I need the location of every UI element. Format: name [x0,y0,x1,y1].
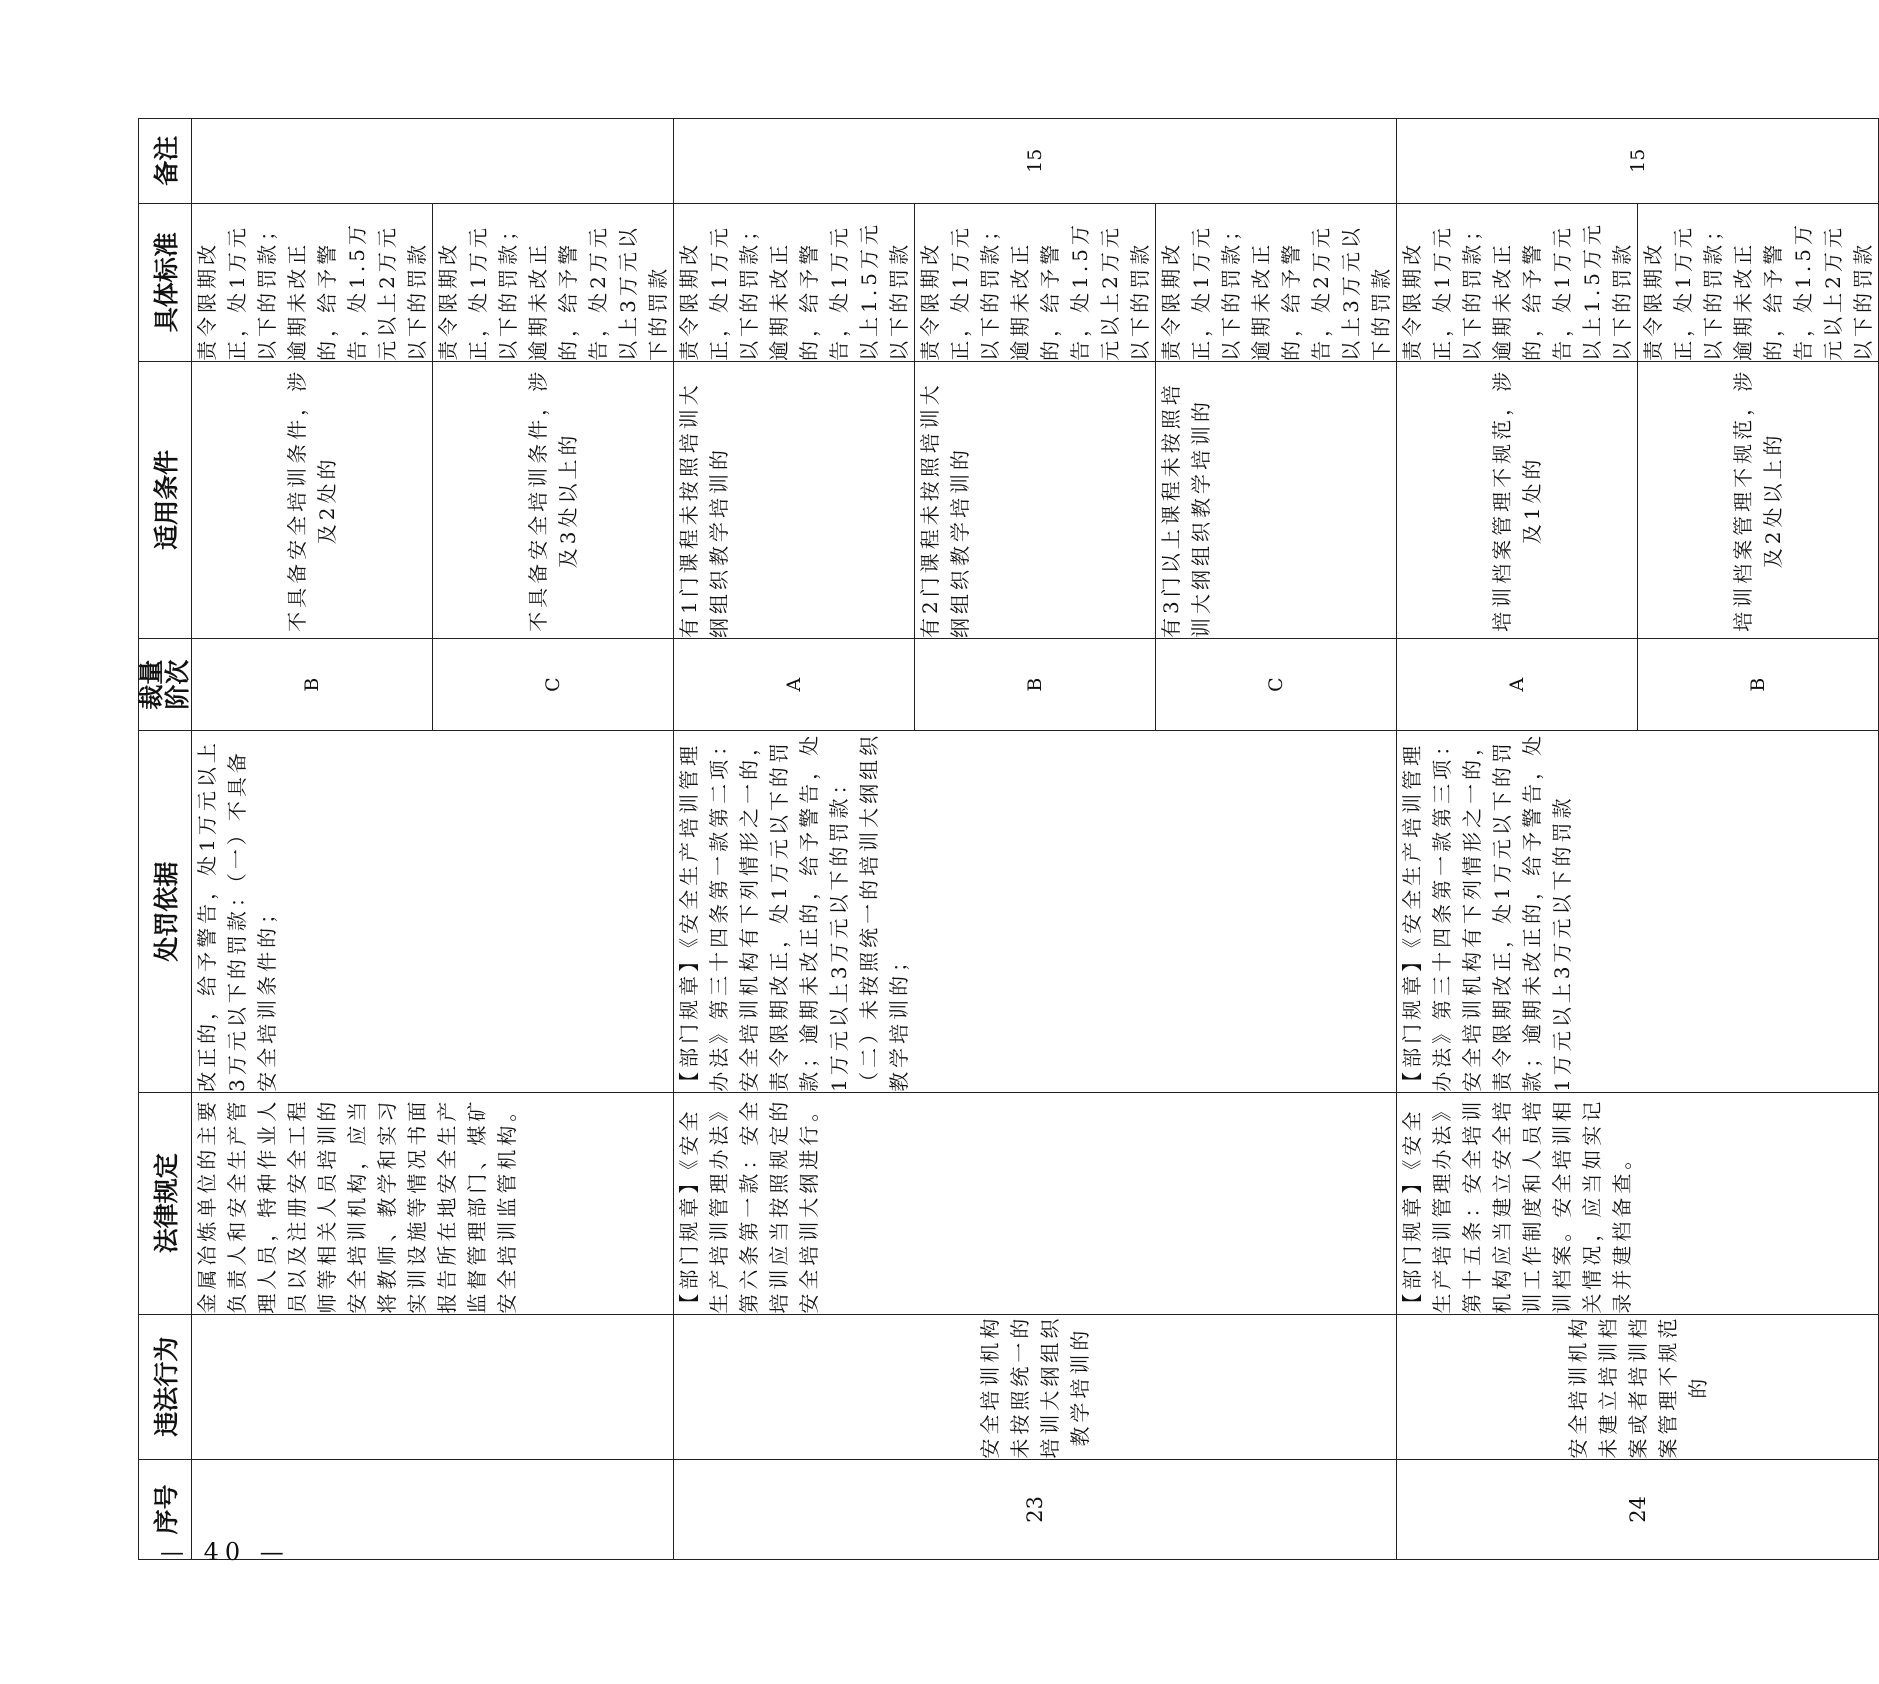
header-seq: 序号 [139,1459,192,1559]
table-row [192,119,433,1560]
cont-law: 金属冶炼单位的主要负责人和安全生产管理人员，特种作业人员以及注册安全工程师等相关人员培训的安全培训机构，应当将教师、教学和实习实训设施等情况书面报告所在地安全生产监督管理部门、煤矿安全培训监管机构。 [192,1092,674,1314]
table-row [674,119,915,1560]
header-law: 法律规定 [139,1092,192,1314]
condition-cell: 不具备安全培训条件，涉及2处的 [192,361,433,638]
header-violation: 违法行为 [139,1314,192,1459]
condition-cell: 有1门课程未按照培训大纲组织教学培训的 [674,361,915,638]
page-number: — 40 — [160,1538,290,1566]
item-23-basis: 【部门规章】《安全生产培训管理办法》第三十四条第一款第二项：安全培训机构有下列情形之一的，责令限期改正，处1万元以下的罚款；逾期未改正的，给予警告，处1万元以上3万元以下的罚款：（二）未按照统一的培训大纲组织教学培训的； [674,731,1397,1093]
standard-cell: 责令限期改正，处1万元以下的罚款；逾期未改正的，给予警告，处2万元以上3万元以下的罚款 [1156,203,1397,361]
item-24-violation: 安全培训机构未建立培训档案或者培训档案管理不规范的 [1397,1314,1879,1459]
header-grade-line2: 阶次 [163,659,192,710]
item-23-law: 【部门规章】《安全生产培训管理办法》第六条第一款：安全培训应当按照规定的安全培训大纲进行。 [674,1092,1397,1314]
header-grade [139,638,192,730]
header-grade-line1: 裁量 [137,659,166,710]
cont-violation [192,1314,674,1459]
table-row [1397,119,1638,1560]
grade-cell: B [915,638,1156,730]
condition-cell: 培训档案管理不规范，涉及2处以上的 [1638,361,1879,638]
grade-cell: B [192,638,433,730]
penalty-table [138,118,1879,1560]
condition-cell: 有3门以上课程未按照培训大纲组织教学培训的 [1156,361,1397,638]
item-24-basis: 【部门规章】《安全生产培训管理办法》第三十四条第一款第三项：安全培训机构有下列情形之一的，责令限期改正，处1万元以下的罚款；逾期未改正的，给予警告，处1万元以上3万元以下的罚款 [1397,731,1879,1093]
item-23-remark: 15 [674,119,1397,204]
grade-cell: A [674,638,915,730]
standard-cell: 责令限期改正，处1万元以下的罚款；逾期未改正的，给予警告，处1.5万元以上2万元以下的罚款 [192,203,433,361]
standard-cell: 责令限期改正，处1万元以下的罚款；逾期未改正的，给予警告，处1万元以上1.5万元以下的罚款 [674,203,915,361]
cont-basis: 改正的，给予警告，处1万元以上3万元以下的罚款：（一）不具备安全培训条件的； [192,731,674,1093]
standard-cell: 责令限期改正，处1万元以下的罚款；逾期未改正的，给予警告，处1.5万元以上2万元以下的罚款 [915,203,1156,361]
item-24-remark: 15 [1397,119,1879,204]
header-basis: 处罚依据 [139,731,192,1093]
grade-cell: B [1638,638,1879,730]
item-23-seq: 23 [674,1459,1397,1559]
grade-cell: A [1397,638,1638,730]
header-remark: 备注 [139,119,192,204]
standard-cell: 责令限期改正，处1万元以下的罚款；逾期未改正的，给予警告，处1万元以上1.5万元以下的罚款 [1397,203,1638,361]
cont-remark [192,119,674,204]
header-row [139,119,192,1560]
header-standard: 具体标准 [139,203,192,361]
item-24-seq: 24 [1397,1459,1879,1559]
standard-cell: 责令限期改正，处1万元以下的罚款；逾期未改正的，给予警告，处2万元以上3万元以下的罚款 [433,203,674,361]
condition-cell: 有2门课程未按照培训大纲组织教学培训的 [915,361,1156,638]
condition-cell: 不具备安全培训条件，涉及3处以上的 [433,361,674,638]
condition-cell: 培训档案管理不规范，涉及1处的 [1397,361,1638,638]
header-condition: 适用条件 [139,361,192,638]
item-24-law: 【部门规章】《安全生产培训管理办法》第十五条：安全培训机构应当建立安全培训工作制度和人员培训档案。安全培训相关情况，应当如实记录并建档备查。 [1397,1092,1879,1314]
item-23-violation: 安全培训机构未按照统一的培训大纲组织教学培训的 [674,1314,1397,1459]
standard-cell: 责令限期改正，处1万元以下的罚款；逾期未改正的，给予警告，处1.5万元以上2万元以下的罚款 [1638,203,1879,361]
grade-cell: C [1156,638,1397,730]
grade-cell: C [433,638,674,730]
